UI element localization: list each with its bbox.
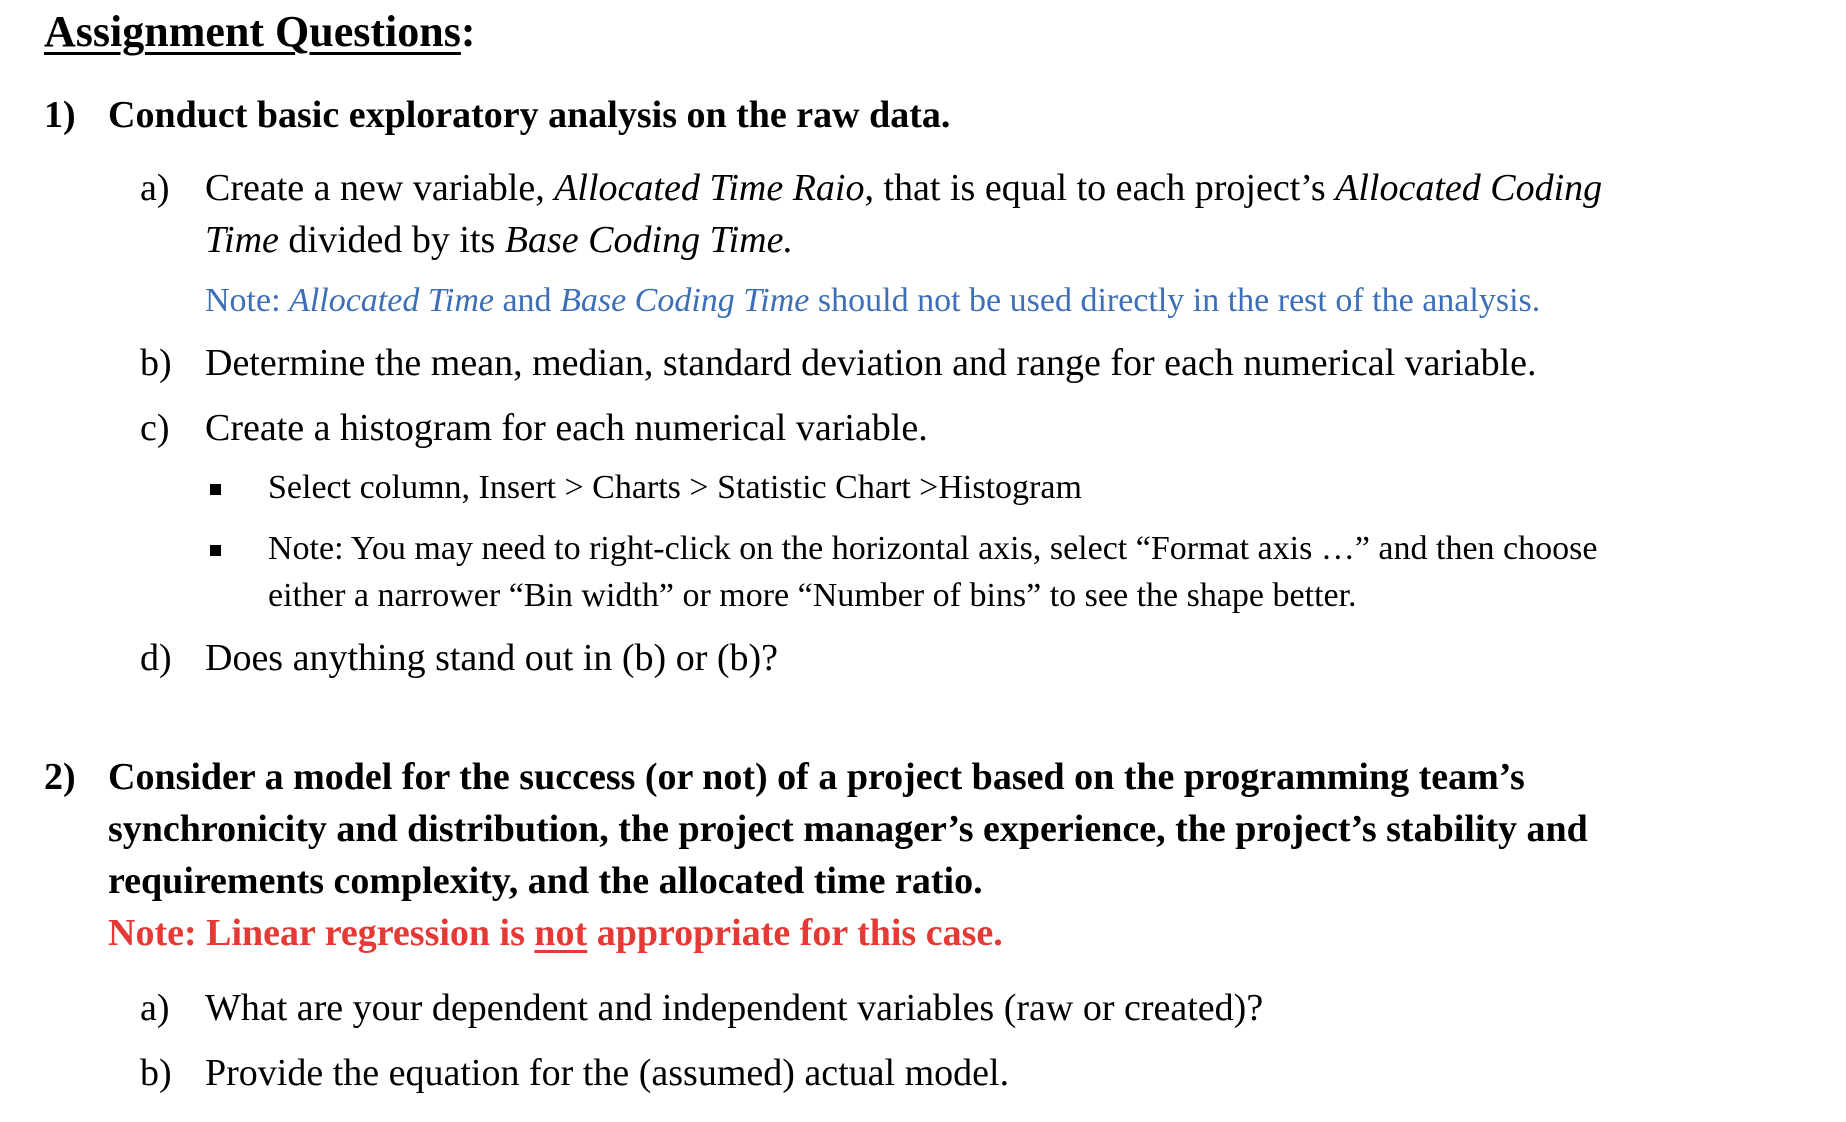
page-title: Assignment Questions: (44, 7, 476, 56)
square-bullet-icon (210, 484, 221, 495)
question-1c-label: c) (140, 407, 170, 449)
question-2-line2: synchronicity and distribution, the project manager’s experience, the project’s stability and (108, 808, 1588, 850)
question-1c-bullet-2-line2: either a narrower “Bin width” or more “Number of bins” to see the shape better. (268, 577, 1357, 614)
question-1a-line1: Create a new variable, Allocated Time Raio, that is equal to each project’s Allocated Coding (205, 167, 1603, 209)
square-bullet-icon (210, 545, 221, 556)
question-1d-label: d) (140, 637, 172, 679)
question-1a-line2: Time divided by its Base Coding Time. (205, 219, 793, 261)
question-1d-text: Does anything stand out in (b) or (b)? (205, 637, 779, 679)
question-1b-text: Determine the mean, median, standard deviation and range for each numerical variable. (205, 342, 1537, 384)
question-2b-text: Provide the equation for the (assumed) actual model. (205, 1052, 1010, 1094)
question-1a-note: Note: Allocated Time and Base Coding Time should not be used directly in the rest of the analysis. (205, 282, 1541, 319)
question-1-text: Conduct basic exploratory analysis on the raw data. (108, 94, 951, 136)
question-2a-label: a) (140, 987, 170, 1029)
question-2-note: Note: Linear regression is not appropriate for this case. (108, 912, 1003, 954)
question-1c-text: Create a histogram for each numerical variable. (205, 407, 928, 449)
question-2-number: 2) (44, 756, 76, 798)
question-1c-bullet-2-line1: Note: You may need to right-click on the horizontal axis, select “Format axis …” and then choose (268, 530, 1598, 567)
question-2-line1: Consider a model for the success (or not) of a project based on the programming team’s (108, 756, 1525, 798)
question-1b-label: b) (140, 342, 172, 384)
question-1-number: 1) (44, 94, 76, 136)
question-2a-text: What are your dependent and independent variables (raw or created)? (205, 987, 1264, 1029)
question-2b-label: b) (140, 1052, 172, 1094)
question-2-line3: requirements complexity, and the allocated time ratio. (108, 860, 983, 902)
question-1a-label: a) (140, 167, 170, 209)
question-1c-bullet-1: Select column, Insert > Charts > Statistic Chart >Histogram (268, 469, 1082, 506)
